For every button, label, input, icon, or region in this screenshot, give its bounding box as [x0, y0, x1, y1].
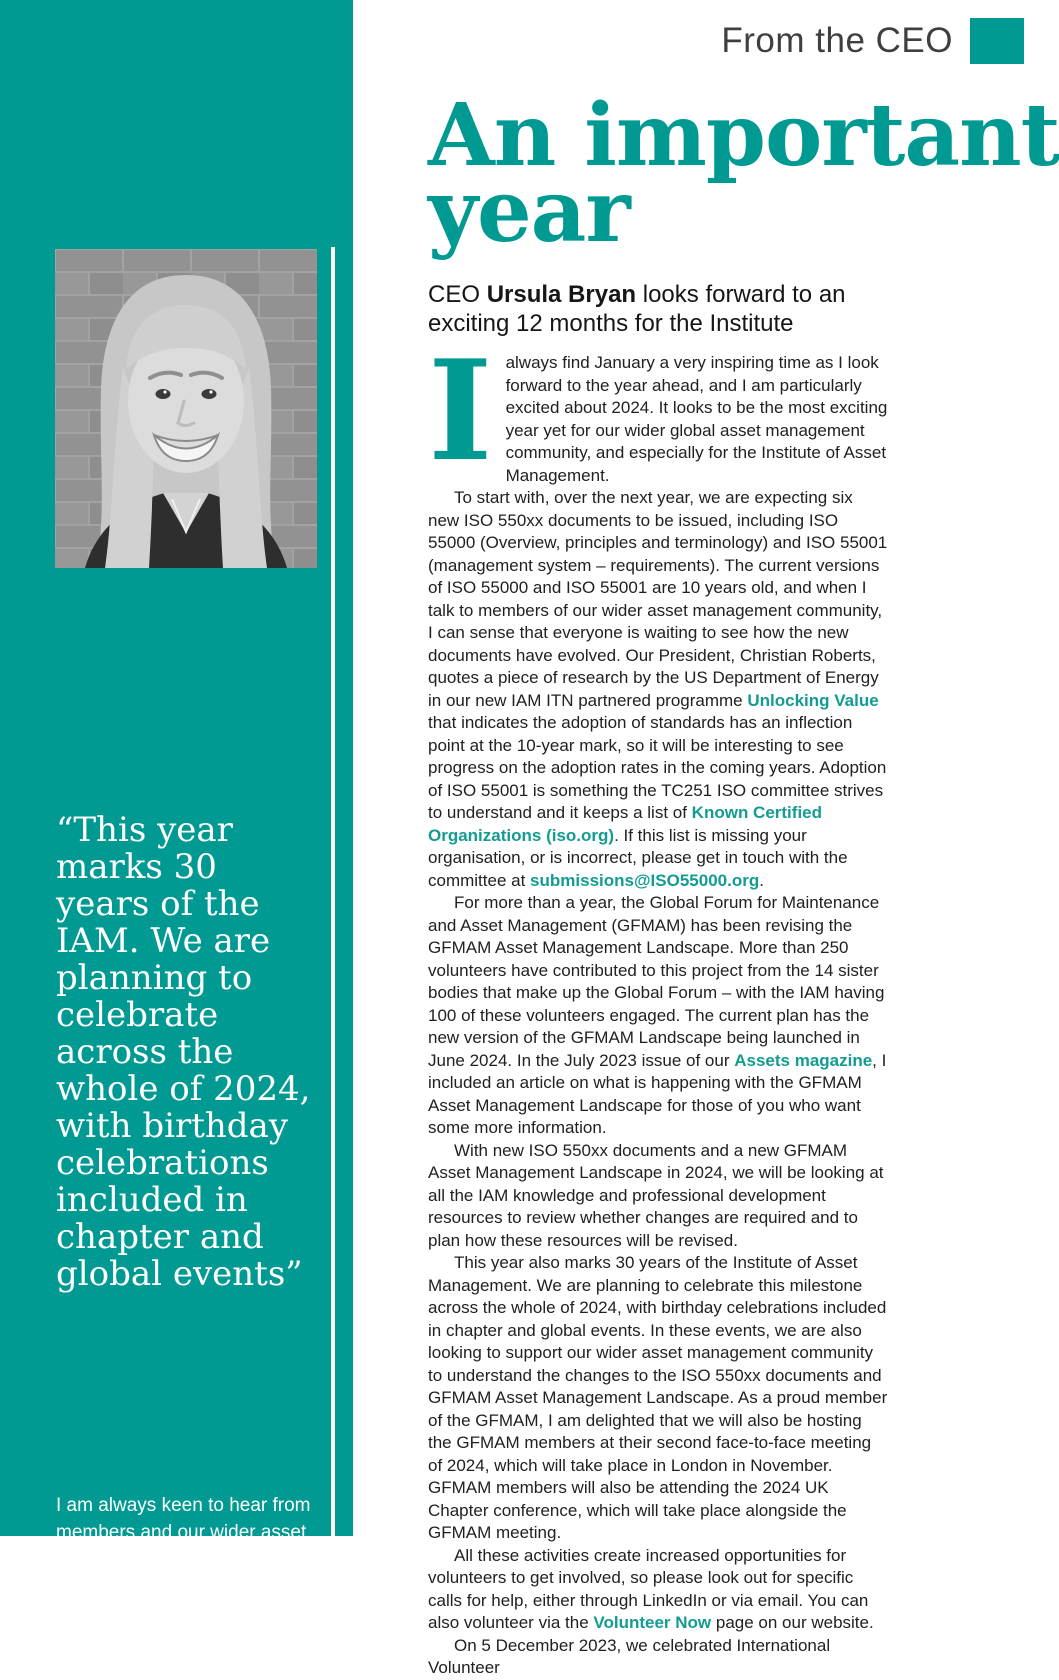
paragraph-1-text: always find January a very inspiring time as I look forward to the year ahead, and I am particularly excited about 2024. It looks to be the most exciting year yet for our wider global asset management community, and especially for the Institute of Asset Management.: [505, 353, 888, 485]
paragraph-6: [428, 1545, 888, 1635]
paragraph-6-text: All these activities create increased opportunities for volunteers to get involved, so please look out for specific calls for help, either through LinkedIn or via email. You can also volunteer via the: [428, 1545, 869, 1632]
paragraph-4: With new ISO 550xx documents and a new GFMAM Asset Management Landscape in 2024, we will be looking at all the IAM knowledge and professional development resources to review whether changes are required and to plan how these resources will be revised.: [428, 1140, 884, 1250]
ceo-portrait-image: [55, 249, 317, 568]
paragraph-2-text: . If this list is missing your organisation, or is incorrect, please get in touch with the committee at: [428, 825, 848, 890]
vertical-divider: [331, 247, 335, 1536]
link-submissions-email[interactable]: submissions@ISO55000.org: [530, 870, 760, 890]
pull-quote: “This year marks 30 years of the IAM. We are planning to celebrate across the whole of 2024, with birthday celebrations included in chapter and global events”: [56, 810, 311, 1294]
ceo-name: Ursula Bryan: [486, 281, 637, 308]
paragraph-2: [428, 487, 888, 892]
paragraph-3-text: , I included an article on what is happening with the GFMAM Asset Management Landscape for those of you who want some more information.: [428, 1050, 887, 1137]
link-assets-magazine[interactable]: Assets magazine: [734, 1050, 873, 1070]
page-title-line2: year: [428, 161, 630, 262]
paragraph-2-text: that indicates the adoption of standards has an inflection point at the 10-year mark, so it will be interesting to see progress on the adoption rates in the coming years. Adoption of ISO 55001 is something the TC251 ISO committee strives to understand and it keeps a list of: [428, 713, 887, 822]
page-title: [428, 85, 1059, 262]
paragraph-3: [428, 892, 888, 1140]
standfirst-prefix: CEO: [428, 281, 487, 308]
link-unlocking-value[interactable]: Unlocking Value: [747, 690, 879, 710]
standfirst-suffix: looks forward to an exciting 12 months for the Institute: [428, 281, 846, 337]
paragraph-3-text: For more than a year, the Global Forum for Maintenance and Asset Management (GFMAM) has been revising the GFMAM Asset Management Landscape. More than 250 volunteers have contributed to this project from the 14 sister bodies that make up the Global Forum – with the IAM having 100 of these volunteers engaged. The current plan has the new version of the GFMAM Landscape being launched in June 2024. In the July 2023 issue of our: [428, 893, 885, 1070]
sidebar-note: I am always keen to hear from members and our wider asset: [56, 1495, 311, 1543]
standfirst: [428, 280, 873, 338]
dropcap: I: [428, 329, 493, 492]
paragraph-2-text: .: [759, 870, 764, 890]
paragraph-2-text: To start with, over the next year, we are expecting six new ISO 550xx documents to be issued, including ISO 55000 (Overview, principles and terminology) and ISO 55001 (management system – requirements). The current versions of ISO 55000 and ISO 55001 are 10 years old, and when I talk to members of our wider asset management community, I can sense that everyone is waiting to see how the new documents have evolved. Our President, Christian Roberts, quotes a piece of research by the US Department of Energy in our new IAM ITN partnered programme: [428, 488, 888, 710]
paragraph-1: [428, 329, 888, 492]
kicker-accent-square: [970, 18, 1024, 64]
link-known-certified-organizations[interactable]: Known Certified Organizations (iso.org): [428, 803, 823, 845]
sidebar: [0, 0, 353, 1536]
section-kicker: From the CEO: [721, 21, 953, 60]
paragraph-6-text: page on our website.: [711, 1613, 874, 1632]
paragraph-5: This year also marks 30 years of the Institute of Asset Management. We are planning to celebrate this milestone across the whole of 2024, with birthday celebrations included in chapter and global events. In these events, we are also looking to support our wider asset management community to understand the changes to the ISO 550xx documents and GFMAM Asset Management Landscape. As a proud member of the GFMAM, I am delighted that we will also be hosting the GFMAM members at their second face-to-face meeting of 2024, which will take place in London in November. GFMAM members will also be attending the 2024 UK Chapter conference, which will take place alongside the GFMAM meeting.: [428, 1253, 888, 1542]
page-title-line1: An important: [428, 85, 1059, 186]
kicker: [721, 18, 1024, 64]
ceo-portrait: [55, 249, 317, 568]
link-volunteer-now[interactable]: Volunteer Now: [593, 1613, 712, 1632]
article-body: [428, 329, 888, 1680]
paragraph-7: On 5 December 2023, we celebrated International Volunteer: [428, 1635, 831, 1677]
